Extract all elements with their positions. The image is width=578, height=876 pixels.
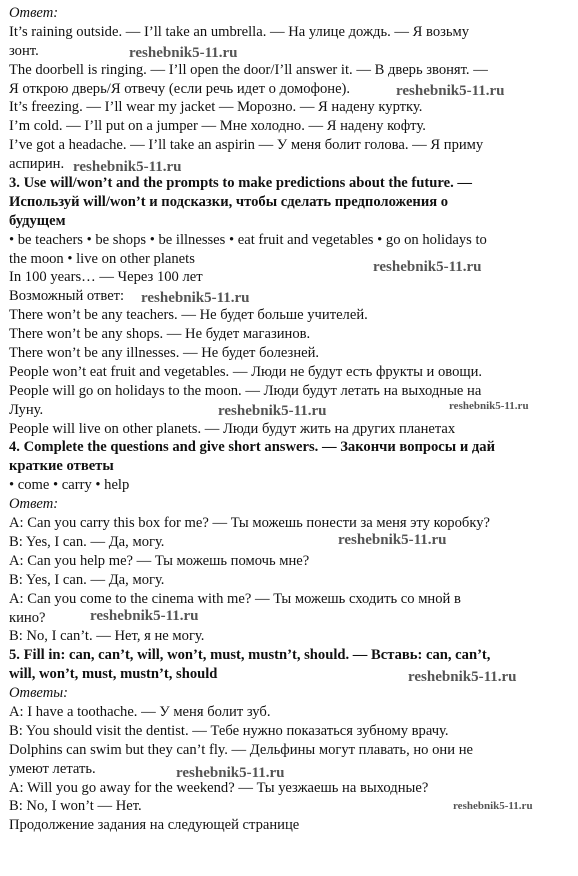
text-line: There won’t be any shops. — Не будет магазинов. [9,326,311,343]
watermark: reshebnik5-11.ru [129,45,238,61]
watermark: reshebnik5-11.ru [73,159,182,175]
text-line: B: No, I won’t — Нет. [9,798,142,815]
text-line: B: Yes, I can. — Да, могу. [9,533,165,550]
text-line: B: You should visit the dentist. — Тебе нужно показаться зубному врачу. [9,722,449,739]
exercise-5-heading: 5. Fill in: can, can’t, will, won’t, must, mustn’t, should. — Вставь: can, can’t, [9,647,491,664]
text-line: умеют летать. [9,760,96,777]
text-line: It’s raining outside. — I’ll take an umbrella. — На улице дождь. — Я возьму [9,23,470,40]
answer-heading: Ответ: [9,496,59,513]
text-line: People won’t eat fruit and vegetables. — Люди не будут есть фрукты и овощи. [9,363,483,380]
text-line: A: Can you carry this box for me? — Ты можешь понести за меня эту коробку? [9,515,490,532]
text-line: аспирин. [9,156,65,173]
prompts-line: • be teachers • be shops • be illnesses • eat fruit and vegetables • go on holidays to [9,231,487,248]
watermark: reshebnik5-11.ru [141,290,250,306]
watermark: reshebnik5-11.ru [176,765,285,781]
watermark: reshebnik5-11.ru [338,532,447,548]
text-line: I’ve got a headache. — I’ll take an aspirin — У меня болит голова. — Я приму [9,137,484,154]
exercise-3-heading: Используй will/won’t и подсказки, чтобы сделать предположения о [9,193,449,210]
text-line: In 100 years… — Через 100 лет [9,269,203,286]
watermark: reshebnik5-11.ru [449,400,529,412]
text-line: There won’t be any teachers. — Не будет больше учителей. [9,307,368,324]
watermark: reshebnik5-11.ru [373,259,482,275]
text-line: A: I have a toothache. — У меня болит зуб. [9,703,271,720]
text-line: It’s freezing. — I’ll wear my jacket — Морозно. — Я надену куртку. [9,99,423,116]
exercise-4-heading: 4. Complete the questions and give short answers. — Закончи вопросы и дай [9,439,495,456]
watermark: reshebnik5-11.ru [396,83,505,99]
text-line: There won’t be any illnesses. — Не будет болезней. [9,345,320,362]
exercise-3-heading: будущем [9,212,66,229]
text-line: A: Can you help me? — Ты можешь помочь мне? [9,552,310,569]
text-line: B: Yes, I can. — Да, могу. [9,571,165,588]
text-line: кино? [9,609,46,626]
watermark: reshebnik5-11.ru [218,403,327,419]
text-line: Возможный ответ: [9,288,125,305]
watermark: reshebnik5-11.ru [453,800,533,812]
text-line: B: No, I can’t. — Нет, я не могу. [9,628,205,645]
text-line: зонт. [9,42,39,59]
answer-heading: Ответ: [9,5,59,21]
text-line: A: Can you come to the cinema with me? — Ты можешь сходить со мной в [9,590,461,607]
text-line: Я открою дверь/Я отвечу (если речь идет о домофоне). [9,80,351,97]
text-line: I’m cold. — I’ll put on a jumper — Мне холодно. — Я надену кофту. [9,118,426,135]
text-line: People will go on holidays to the moon. — Люди будут летать на выходные на [9,382,482,399]
text-line: People will live on other planets. — Люди будут жить на других планетах [9,420,456,437]
text-line: A: Will you go away for the weekend? — Ты уезжаешь на выходные? [9,779,429,796]
answers-heading: Ответы: [9,685,68,702]
prompts-line: • come • carry • help [9,477,130,494]
continuation-note: Продолжение задания на следующей странице [9,817,300,834]
text-line: Луну. [9,401,44,418]
watermark: reshebnik5-11.ru [408,669,517,685]
exercise-4-heading: краткие ответы [9,458,114,475]
prompts-line: the moon • live on other planets [9,250,195,267]
text-line: The doorbell is ringing. — I’ll open the door/I’ll answer it. — В дверь звонят. — [9,61,488,78]
exercise-5-heading: will, won’t, must, mustn’t, should [9,666,218,683]
exercise-3-heading: 3. Use will/won’t and the prompts to make predictions about the future. — [9,175,472,192]
text-line: Dolphins can swim but they can’t fly. — Дельфины могут плавать, но они не [9,741,473,758]
watermark: reshebnik5-11.ru [90,608,199,624]
